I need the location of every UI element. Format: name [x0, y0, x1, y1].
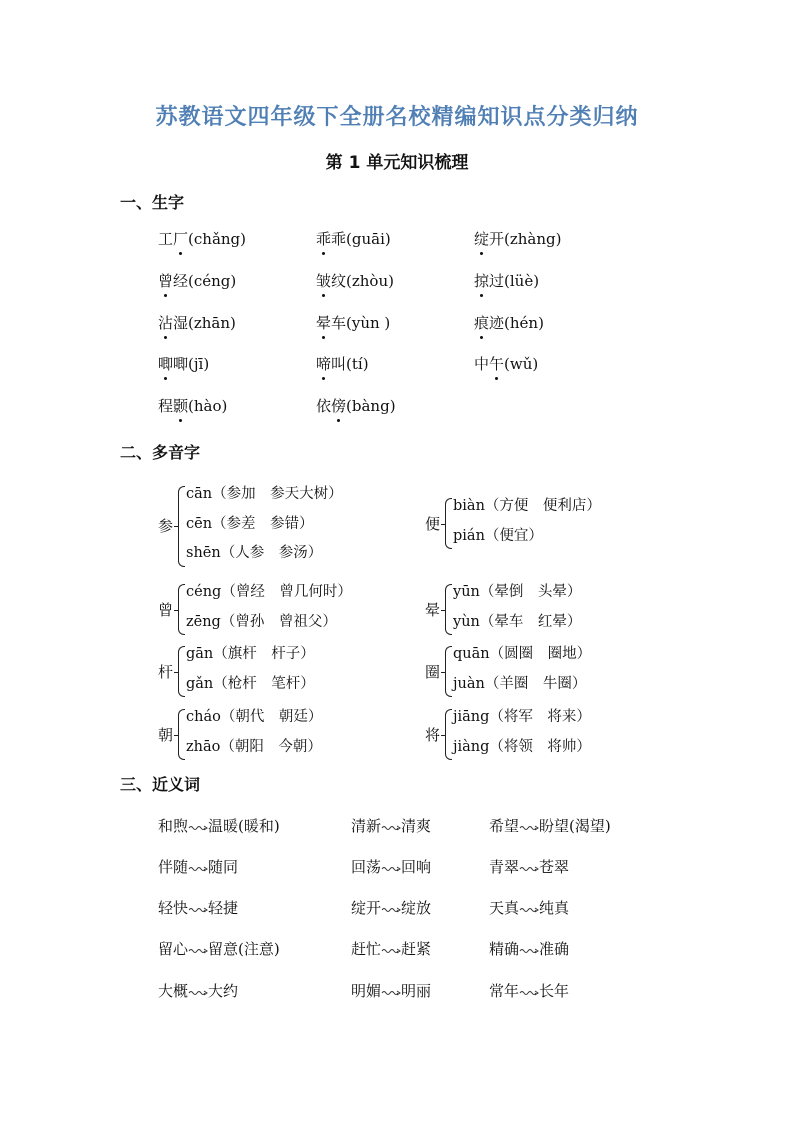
vocab-char-emphasized: 皱 — [316, 272, 332, 290]
synonym-pair — [489, 980, 569, 1001]
synonym-word: 赶紧 — [401, 940, 432, 958]
vocab-item — [474, 353, 538, 374]
wavy-arrow-icon — [188, 864, 208, 872]
synonym-pair — [489, 938, 569, 959]
synonym-word: 大概 — [158, 982, 189, 1000]
polyphone-reading: biàn（方便 便利店） — [453, 498, 601, 514]
polyphone-reading: cháo（朝代 朝廷） — [186, 709, 323, 725]
polyphone-char: 晕 — [425, 600, 441, 619]
synonym-word: 留心 — [158, 940, 189, 958]
synonym-word: 希望 — [489, 817, 520, 835]
vocab-pinyin: 迹(hén) — [489, 314, 544, 332]
polyphone-reading: jiàng（将领 将帅） — [453, 738, 591, 755]
polyphone-reading: zhāo（朝阳 今朝） — [186, 738, 322, 755]
polyphone-char: 将 — [425, 725, 441, 744]
vocab-item — [474, 312, 544, 333]
synonym-word: 常年 — [489, 982, 520, 1000]
brace-icon — [445, 498, 452, 549]
vocab-char: 工 — [158, 230, 174, 248]
synonym-word: 青翠 — [489, 858, 520, 876]
synonym-word: 明丽 — [401, 982, 432, 1000]
synonym-word: 留意(注意) — [208, 940, 280, 958]
polyphone-char: 圈 — [425, 662, 441, 681]
vocab-pinyin: 乖(guāi) — [331, 230, 391, 248]
polyphone-group — [425, 494, 665, 553]
vocab-pinyin: 湿(zhān) — [173, 314, 236, 332]
synonym-word: 随同 — [208, 858, 239, 876]
polyphone-char: 杆 — [158, 662, 174, 681]
vocab-item — [316, 312, 390, 333]
synonym-word: 轻快 — [158, 899, 189, 917]
section-heading-polyphones: 二、多音字 — [120, 443, 201, 462]
vocab-item — [158, 312, 236, 333]
synonym-pair — [351, 856, 431, 877]
vocab-char-emphasized: 唧 — [158, 355, 174, 373]
wavy-arrow-icon — [519, 905, 539, 913]
vocab-pinyin: 唧(jī) — [173, 355, 210, 373]
synonym-pair — [158, 938, 280, 959]
vocab-char-emphasized: 午 — [489, 355, 505, 373]
synonym-pair — [158, 856, 238, 877]
vocab-char-emphasized: 掠 — [474, 272, 490, 290]
vocab-pinyin: 纹(zhòu) — [331, 272, 394, 290]
polyphone-reading: cān（参加 参天大树） — [186, 486, 343, 502]
wavy-arrow-icon — [381, 905, 401, 913]
vocab-item — [316, 228, 391, 249]
vocab-item — [474, 270, 539, 291]
vocab-char-emphasized: 乖 — [316, 230, 332, 248]
synonym-word: 和煦 — [158, 817, 189, 835]
vocab-char-emphasized: 沾 — [158, 314, 174, 332]
synonym-word: 苍翠 — [539, 858, 570, 876]
vocab-item — [158, 270, 236, 291]
vocab-pinyin: (wǔ) — [504, 355, 539, 373]
polyphone-reading: pián（便宜） — [453, 527, 543, 544]
section-heading-synonyms: 三、近义词 — [120, 775, 201, 794]
synonym-word: 温暖(暖和) — [208, 817, 280, 835]
synonym-word: 回荡 — [351, 858, 382, 876]
synonym-word: 准确 — [539, 940, 570, 958]
wavy-arrow-icon — [188, 946, 208, 954]
brace-icon — [445, 709, 452, 760]
wavy-arrow-icon — [188, 988, 208, 996]
brace-icon — [178, 646, 185, 697]
vocab-char-emphasized: 颢 — [173, 397, 189, 415]
synonym-pair — [158, 980, 238, 1001]
vocab-pinyin: 叫(tí) — [331, 355, 369, 373]
wavy-arrow-icon — [519, 823, 539, 831]
vocab-pinyin: 过(lüè) — [489, 272, 540, 290]
synonym-word: 大约 — [208, 982, 239, 1000]
polyphone-reading: céng（曾经 曾几何时） — [186, 584, 352, 600]
polyphone-reading: shēn（人参 参汤） — [186, 545, 323, 561]
polyphone-reading: juàn（羊圈 牛圈） — [453, 675, 587, 692]
vocab-pinyin: (bàng) — [346, 397, 396, 415]
unit-subtitle: 第 1 单元知识梳理 — [325, 153, 469, 173]
wavy-arrow-icon — [188, 823, 208, 831]
vocab-item — [316, 395, 396, 416]
brace-icon — [445, 646, 452, 697]
polyphone-group — [158, 642, 398, 701]
polyphone-group — [425, 642, 665, 701]
wavy-arrow-icon — [519, 988, 539, 996]
synonym-word: 天真 — [489, 899, 520, 917]
polyphone-reading: zēng（曾孙 曾祖父） — [186, 613, 337, 630]
vocab-char-emphasized: 傍 — [331, 397, 347, 415]
polyphone-group — [158, 705, 398, 764]
vocab-char-emphasized: 曾 — [158, 272, 174, 290]
polyphone-reading: gǎn（枪杆 笔杆） — [186, 675, 315, 692]
vocab-pinyin: 经(céng) — [173, 272, 237, 290]
synonym-pair — [351, 980, 431, 1001]
synonym-pair — [351, 897, 431, 918]
synonym-pair — [351, 815, 431, 836]
vocab-char-emphasized: 痕 — [474, 314, 490, 332]
synonym-pair — [489, 815, 611, 836]
section-heading-new-chars: 一、生字 — [120, 193, 185, 212]
polyphone-reading: gān（旗杆 杆子） — [186, 646, 315, 662]
synonym-pair — [489, 897, 569, 918]
synonym-pair — [158, 815, 280, 836]
vocab-item — [158, 353, 209, 374]
synonym-word: 长年 — [539, 982, 570, 1000]
vocab-char: 依 — [316, 397, 332, 415]
vocab-item — [158, 228, 246, 249]
polyphone-reading: yūn（晕倒 头晕） — [453, 584, 582, 600]
polyphone-char: 参 — [158, 517, 174, 536]
polyphone-char: 便 — [425, 514, 441, 533]
vocab-char-emphasized: 啼 — [316, 355, 332, 373]
wavy-arrow-icon — [381, 988, 401, 996]
polyphone-group — [158, 482, 398, 571]
wavy-arrow-icon — [519, 946, 539, 954]
vocab-item — [474, 228, 562, 249]
document-title: 苏教语文四年级下全册名校精编知识点分类归纳 — [155, 105, 639, 130]
synonym-word: 清爽 — [401, 817, 432, 835]
vocab-char: 程 — [158, 397, 174, 415]
vocab-item — [158, 395, 227, 416]
synonym-pair — [158, 897, 238, 918]
synonym-word: 明媚 — [351, 982, 382, 1000]
polyphone-reading: jiāng（将军 将来） — [453, 709, 591, 725]
vocab-char: 中 — [474, 355, 490, 373]
polyphone-group — [425, 580, 665, 639]
synonym-word: 精确 — [489, 940, 520, 958]
polyphone-group — [425, 705, 665, 764]
wavy-arrow-icon — [381, 823, 401, 831]
polyphone-reading: yùn（晕车 红晕） — [453, 613, 582, 630]
polyphone-reading: cēn（参差 参错） — [186, 515, 314, 532]
synonym-word: 轻捷 — [208, 899, 239, 917]
brace-icon — [178, 486, 185, 567]
vocab-char-emphasized: 厂 — [173, 230, 189, 248]
vocab-pinyin: 车(yùn ) — [331, 314, 391, 332]
wavy-arrow-icon — [188, 905, 208, 913]
synonym-word: 清新 — [351, 817, 382, 835]
polyphone-char: 朝 — [158, 725, 174, 744]
synonym-word: 伴随 — [158, 858, 189, 876]
wavy-arrow-icon — [381, 864, 401, 872]
synonym-pair — [351, 938, 431, 959]
synonym-word: 绽开 — [351, 899, 382, 917]
polyphone-reading: quān（圆圈 圈地） — [453, 646, 592, 662]
brace-icon — [178, 709, 185, 760]
vocab-pinyin: (chǎng) — [188, 230, 247, 248]
vocab-pinyin: (hào) — [188, 397, 228, 415]
vocab-item — [316, 270, 394, 291]
wavy-arrow-icon — [381, 946, 401, 954]
synonym-word: 回响 — [401, 858, 432, 876]
vocab-pinyin: 开(zhàng) — [489, 230, 562, 248]
synonym-word: 纯真 — [539, 899, 570, 917]
wavy-arrow-icon — [519, 864, 539, 872]
vocab-item — [316, 353, 369, 374]
synonym-pair — [489, 856, 569, 877]
vocab-char-emphasized: 晕 — [316, 314, 332, 332]
synonym-word: 赶忙 — [351, 940, 382, 958]
brace-icon — [445, 584, 452, 635]
polyphone-group — [158, 580, 398, 639]
synonym-word: 绽放 — [401, 899, 432, 917]
brace-icon — [178, 584, 185, 635]
synonym-word: 盼望(渴望) — [539, 817, 611, 835]
polyphone-char: 曾 — [158, 600, 174, 619]
vocab-char-emphasized: 绽 — [474, 230, 490, 248]
